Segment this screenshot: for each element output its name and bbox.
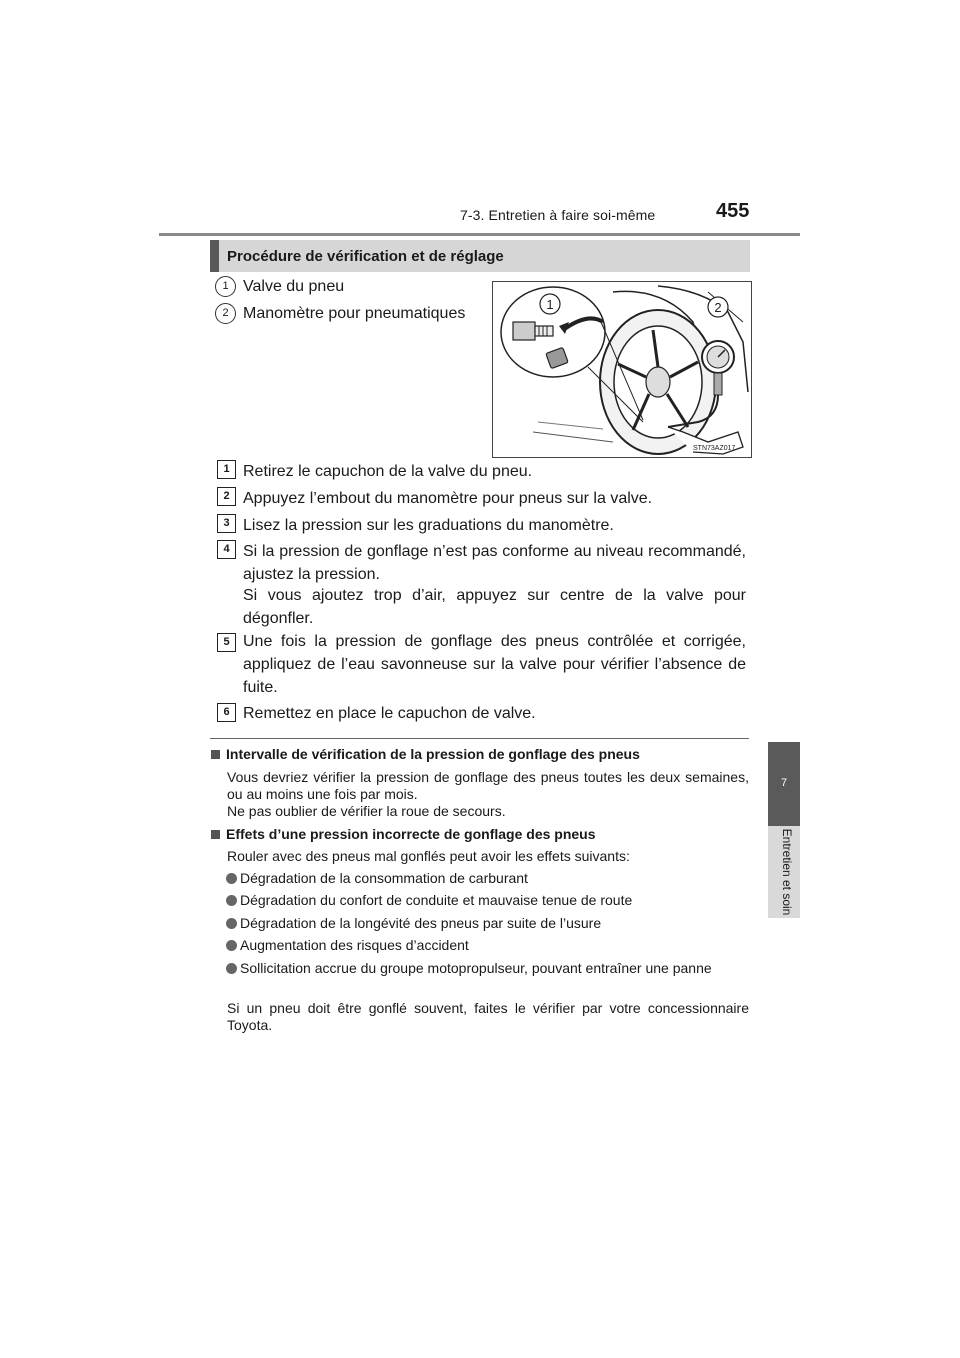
step-1-text: Retirez le capuchon de la valve du pneu. [243, 463, 533, 480]
effects-bullet-3: Dégradation de la longévité des pneus par suite de l’usure [240, 915, 602, 931]
section-title: Procédure de vérification et de réglage [227, 248, 504, 265]
step-4-text: Si la pression de gonflage n’est pas conforme au niveau recommandé, ajustez la pression. [243, 543, 746, 583]
bullet-dot-icon [226, 940, 237, 951]
effects-bullet-5: Sollicitation accrue du groupe motopropulseur, pouvant entraîner une panne [240, 960, 712, 976]
step-6-text: Remettez en place le capuchon de valve. [243, 705, 536, 722]
section-heading-strip [210, 240, 219, 272]
step-5-text: Une fois la pression de gonflage des pneus contrôlée et corrigée, appliquez de l’eau savonneuse sur la valve pour vérifier l’absence de fuite. [243, 633, 746, 696]
bullet-dot-icon [226, 918, 237, 929]
header-rule [159, 233, 800, 236]
running-header-section: 7-3. Entretien à faire soi-même [460, 207, 656, 223]
chapter-number: 7 [780, 777, 788, 789]
callout-1-marker: 1 [215, 276, 236, 297]
step-3-marker: 3 [217, 514, 236, 533]
bullet-dot-icon [226, 895, 237, 906]
callout-1-label: Valve du pneu [243, 278, 345, 295]
tire-gauge-drawing [493, 282, 751, 457]
interval-body-spare: Ne pas oublier de vérifier la roue de secours. [227, 803, 506, 819]
page-number: 455 [716, 200, 750, 222]
chapter-label: Entretien et soin [780, 828, 794, 916]
svg-text:1: 1 [546, 297, 554, 312]
note-square-icon [211, 750, 220, 759]
effects-heading: Effets d’une pression incorrecte de gonflage des pneus [226, 826, 596, 842]
step-2-marker: 2 [217, 487, 236, 506]
step-4-marker: 4 [217, 540, 236, 559]
note-square-icon [211, 830, 220, 839]
step-2-text: Appuyez l’embout du manomètre pour pneus sur la valve. [243, 490, 653, 507]
interval-body: Vous devriez vérifier la pression de gonflage des pneus toutes les deux semaines, ou au moins une fois par mois. [227, 769, 749, 802]
interval-heading: Intervalle de vérification de la pression de gonflage des pneus [226, 746, 640, 762]
step-1-marker: 1 [217, 460, 236, 479]
effects-closing: Si un pneu doit être gonflé souvent, faites le vérifier par votre concessionnaire Toyota. [227, 1000, 749, 1033]
step-4-text-continued: Si vous ajoutez trop d’air, appuyez sur centre de la valve pour dégonfler. [243, 587, 746, 627]
effects-bullet-1: Dégradation de la consommation de carburant [240, 870, 528, 886]
effects-bullet-2: Dégradation du confort de conduite et mauvaise tenue de route [240, 892, 633, 908]
step-6-marker: 6 [217, 703, 236, 722]
step-5-marker: 5 [217, 633, 236, 652]
figure-code: STN73AZ017 [693, 445, 736, 452]
bullet-dot-icon [226, 963, 237, 974]
svg-text:2: 2 [714, 300, 722, 315]
step-3-text: Lisez la pression sur les graduations du manomètre. [243, 517, 614, 534]
callout-2-marker: 2 [215, 303, 236, 324]
effects-intro: Rouler avec des pneus mal gonflés peut avoir les effets suivants: [227, 848, 630, 864]
bullet-dot-icon [226, 873, 237, 884]
callout-2-label: Manomètre pour pneumatiques [243, 305, 466, 322]
tire-gauge-illustration [492, 281, 752, 458]
section-divider [210, 738, 749, 739]
effects-bullet-4: Augmentation des risques d’accident [240, 937, 469, 953]
